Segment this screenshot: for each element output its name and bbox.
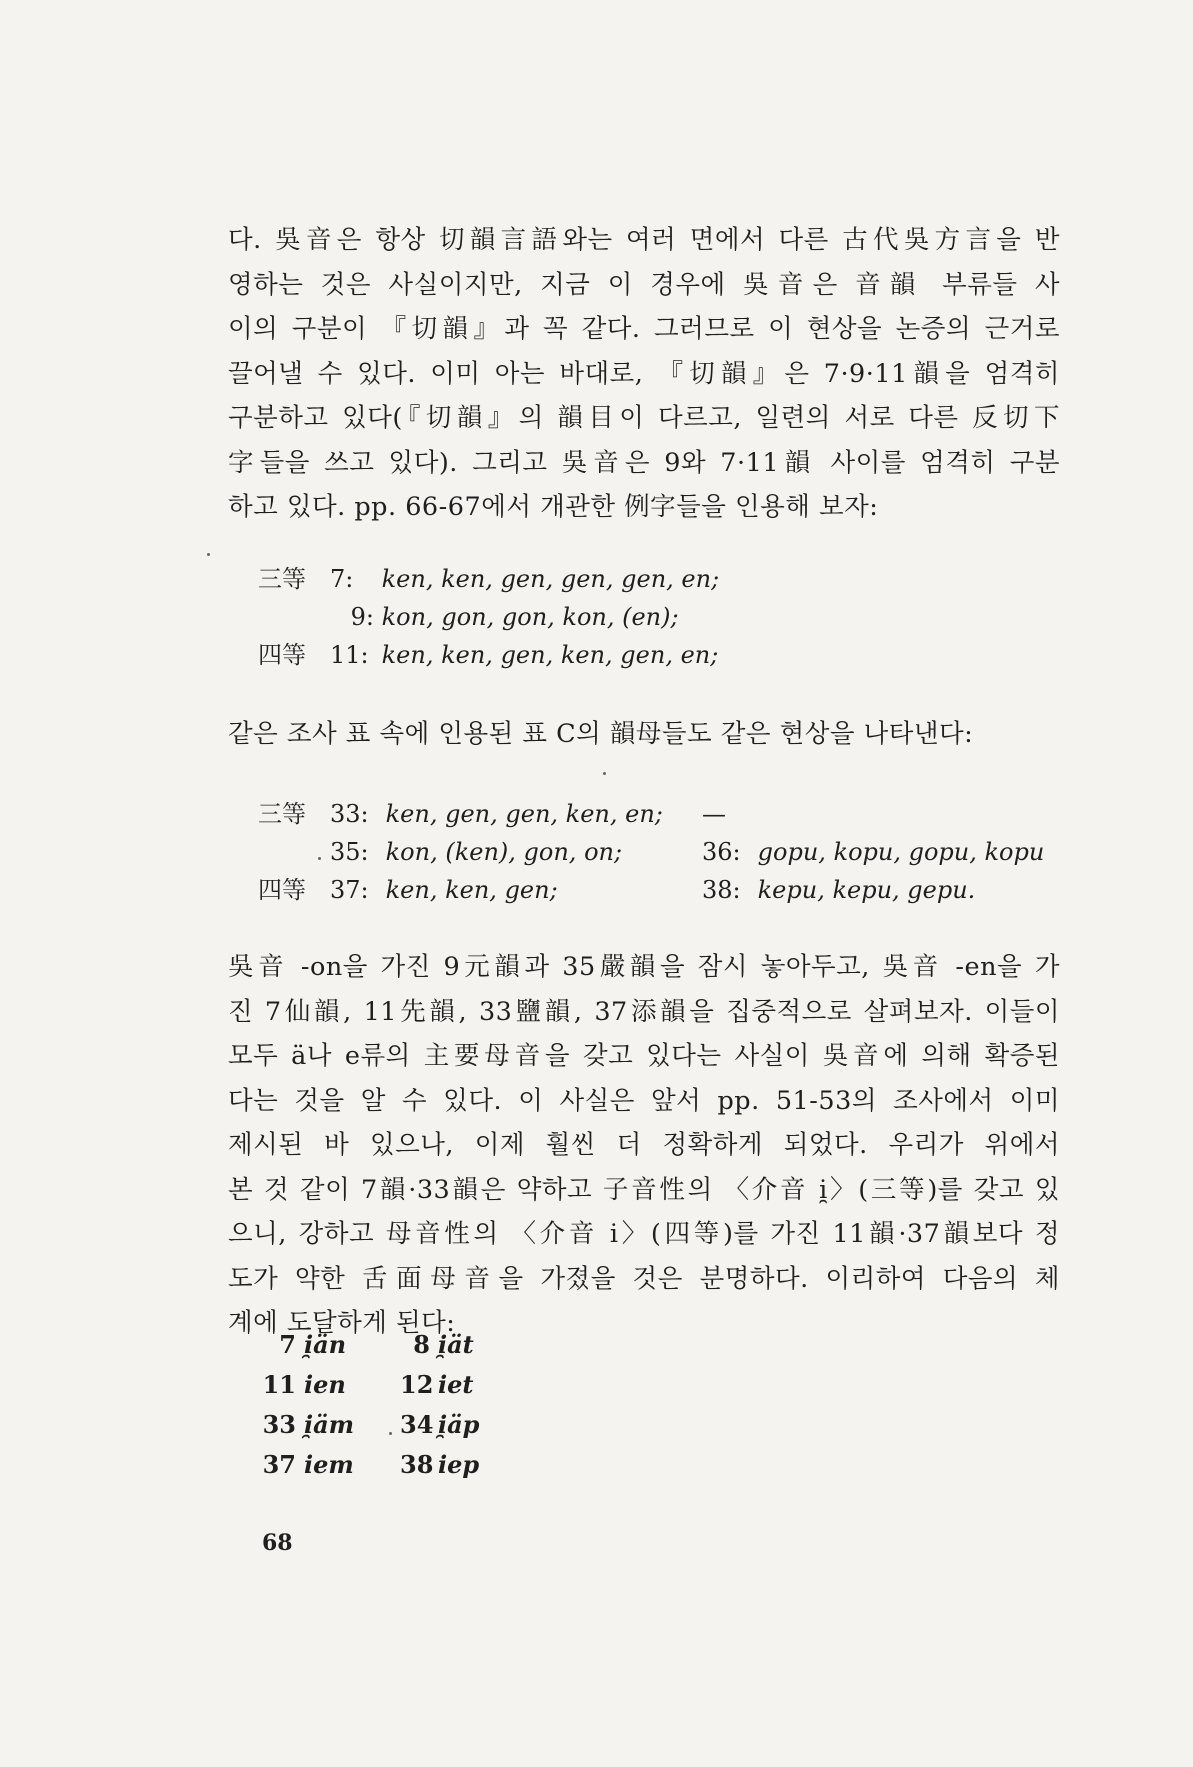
reading-forms: ken, ken, gen, ken, gen, en; bbox=[381, 641, 719, 669]
rhyme-number: 7 bbox=[279, 1330, 296, 1359]
text-line: 본 것 같이 7韻·33韻은 약하고 子音性의 〈介音 i̯〉(三等)를 갖고 있 bbox=[228, 1174, 1060, 1205]
reconstructed-form: iep bbox=[438, 1450, 480, 1479]
paragraph-3 bbox=[228, 945, 1060, 1346]
example-row bbox=[702, 871, 1044, 909]
text-line: 계에 도달하게 된다: bbox=[228, 1308, 456, 1338]
text-line: 다. 吳音은 항상 切韻言語와는 여러 면에서 다른 古代吳方言을 반 bbox=[228, 225, 1060, 255]
paragraph-1 bbox=[228, 218, 1060, 530]
text-line: 으니, 강하고 母音性의 〈介音 i〉(四等)를 가진 11韻·37韻보다 정 bbox=[228, 1219, 1060, 1249]
reading-forms: kon, gon, gon, kon, (en); bbox=[381, 603, 679, 631]
speck bbox=[207, 553, 210, 556]
text-line: 이의 구분이 『切韻』과 꼭 같다. 그러므로 이 현상을 논증의 근거로 bbox=[228, 314, 1060, 344]
reading-forms: kepu, kepu, gepu. bbox=[757, 876, 976, 904]
reading-forms: ken, ken, gen; bbox=[385, 876, 558, 904]
speck bbox=[318, 857, 321, 860]
rhyme-number: 8 bbox=[413, 1330, 430, 1359]
text-line: 끌어낼 수 있다. 이미 아는 바대로, 『切韻』은 7·9·11韻을 엄격히 bbox=[228, 358, 1060, 389]
example-row bbox=[258, 871, 663, 909]
rhyme-number: 38: bbox=[702, 876, 741, 904]
example-block-1 bbox=[258, 560, 719, 674]
reconstructed-form: i̯än bbox=[304, 1330, 347, 1359]
text-line: 같은 조사 표 속에 인용된 표 C의 韻母들도 같은 현상을 나타낸다: bbox=[228, 719, 974, 749]
rhyme-number: 33 bbox=[262, 1410, 296, 1439]
rhyme-number: 35: bbox=[330, 838, 369, 866]
reconstructed-form: iet bbox=[438, 1370, 474, 1399]
example-row bbox=[702, 795, 1044, 833]
example-row bbox=[258, 833, 663, 871]
rhyme-number: 38 bbox=[400, 1450, 434, 1479]
rhyme-number: 37 bbox=[262, 1450, 296, 1479]
grade-label: 三等 bbox=[258, 800, 306, 828]
reconstructed-form: i̯äm bbox=[304, 1410, 355, 1439]
reconstructed-form: i̯ät bbox=[438, 1330, 474, 1359]
rhyme-number: 7: bbox=[330, 565, 354, 593]
reading-forms: gopu, kopu, gopu, kopu bbox=[757, 838, 1045, 866]
rhyme-number: 9: bbox=[350, 603, 374, 631]
example-row bbox=[258, 560, 719, 598]
rhyme-number: 36: bbox=[702, 838, 741, 866]
text-line: 영하는 것은 사실이지만, 지금 이 경우에 吳音은 音韻 부류들 사 bbox=[228, 269, 1060, 300]
text-line: 다는 것을 알 수 있다. 이 사실은 앞서 pp. 51-53의 조사에서 이미 bbox=[228, 1085, 1060, 1116]
rhyme-number: 12 bbox=[400, 1370, 434, 1399]
text-line: 하고 있다. pp. 66-67에서 개관한 例字들을 인용해 보자: bbox=[228, 492, 879, 522]
example-row bbox=[702, 833, 1044, 871]
reading-forms: ken, gen, gen, ken, en; bbox=[385, 800, 663, 828]
rhyme-number: 37: bbox=[330, 876, 369, 904]
text-line: 도가 약한 舌面母音을 가졌을 것은 분명하다. 이리하여 다음의 체 bbox=[228, 1263, 1060, 1294]
rhyme-number: 11 bbox=[262, 1370, 296, 1399]
example-block-2-right bbox=[702, 795, 1044, 909]
reconstructed-form: ien bbox=[304, 1370, 346, 1399]
text-line: 吳音 -on을 가진 9元韻과 35嚴韻을 잠시 놓아두고, 吳音 -en을 가 bbox=[228, 952, 1060, 982]
grade-label: 三等 bbox=[258, 565, 306, 593]
reconstructed-form: i̯äp bbox=[438, 1410, 480, 1439]
example-row bbox=[258, 598, 719, 636]
grade-label: 四等 bbox=[258, 876, 306, 904]
reconstructed-form: iem bbox=[304, 1450, 354, 1479]
rhyme-number: 33: bbox=[330, 800, 369, 828]
reading-forms: ken, ken, gen, gen, gen, en; bbox=[381, 565, 720, 593]
text-line: 구분하고 있다(『切韻』의 韻目이 다르고, 일련의 서로 다른 反切下 bbox=[228, 403, 1060, 433]
speck bbox=[389, 1432, 392, 1435]
paragraph-2 bbox=[228, 712, 1060, 757]
text-line: 진 7仙韻, 11先韻, 33鹽韻, 37添韻을 집중적으로 살펴보자. 이들이 bbox=[228, 996, 1060, 1027]
reading-forms: kon, (ken), gon, on; bbox=[385, 838, 623, 866]
grade-label: 四等 bbox=[258, 641, 306, 669]
speck bbox=[603, 772, 606, 775]
text-line: 모두 ä나 e류의 主要母音을 갖고 있다는 사실이 吳音에 의해 확증된 bbox=[228, 1041, 1060, 1071]
dash: — bbox=[702, 800, 726, 828]
text-line: 字들을 쓰고 있다). 그리고 吳音은 9와 7·11韻 사이를 엄격히 구분 bbox=[228, 447, 1060, 478]
page-number: 68 bbox=[262, 1530, 293, 1556]
rhyme-number: 34 bbox=[400, 1410, 434, 1439]
example-row bbox=[258, 795, 663, 833]
example-row bbox=[258, 636, 719, 674]
text-line: 제시된 바 있으나, 이제 훨씬 더 정확하게 되었다. 우리가 위에서 bbox=[228, 1130, 1060, 1160]
rhyme-number: 11: bbox=[330, 641, 369, 669]
example-block-2-left bbox=[258, 795, 663, 909]
